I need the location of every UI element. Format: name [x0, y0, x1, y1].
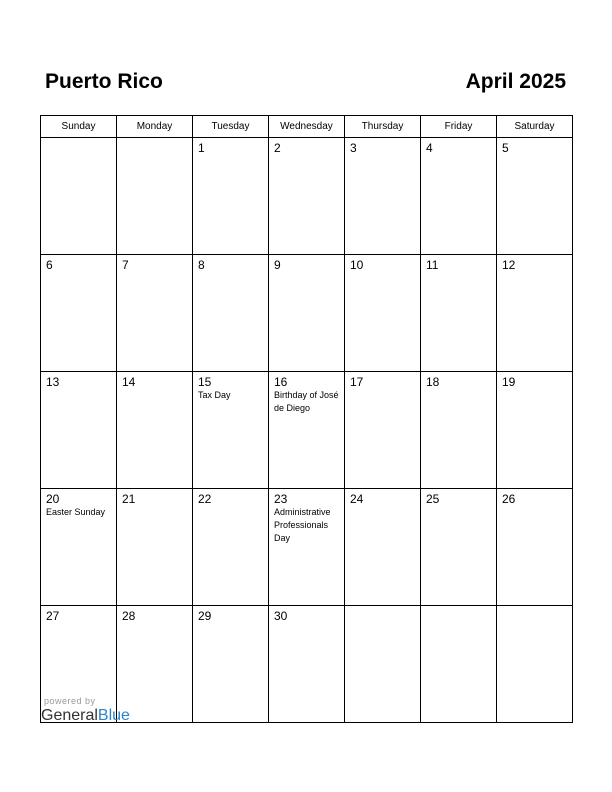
day-cell: [269, 606, 345, 723]
day-cell: [345, 255, 421, 372]
weekday-header: Thursday: [345, 116, 421, 138]
day-cell: [269, 372, 345, 489]
day-cell: [41, 372, 117, 489]
day-number: 12: [502, 258, 516, 272]
day-number: 1: [198, 141, 205, 155]
day-number: 19: [502, 375, 516, 389]
day-number: 15: [198, 375, 212, 389]
day-number: 25: [426, 492, 440, 506]
day-number: 24: [350, 492, 364, 506]
day-cell: [345, 138, 421, 255]
brand-logo-part2: Blue: [97, 707, 130, 724]
day-cell: [421, 255, 497, 372]
day-cell: [497, 372, 573, 489]
week-row: [41, 255, 573, 372]
brand-logo[interactable]: [41, 707, 130, 725]
day-cell: [193, 489, 269, 606]
day-number: 18: [426, 375, 440, 389]
day-number: 14: [122, 375, 136, 389]
day-number: 10: [350, 258, 364, 272]
day-cell: [117, 138, 193, 255]
day-number: 21: [122, 492, 136, 506]
weekday-header-row: [41, 116, 573, 138]
day-number: 26: [502, 492, 516, 506]
day-cell: [345, 606, 421, 723]
weekday-header: Wednesday: [269, 116, 345, 138]
day-cell: [41, 255, 117, 372]
day-cell: [421, 138, 497, 255]
footer-branding: [41, 696, 130, 725]
holiday-label: Tax Day: [198, 390, 231, 400]
day-cell: [269, 255, 345, 372]
day-number: 8: [198, 258, 205, 272]
day-cell: [497, 489, 573, 606]
holiday-label: Birthday of José de Diego: [274, 390, 339, 413]
day-cell: [421, 606, 497, 723]
day-cell: [269, 138, 345, 255]
weekday-header: Saturday: [497, 116, 573, 138]
day-number: 2: [274, 141, 281, 155]
day-cell: [193, 255, 269, 372]
day-number: 13: [46, 375, 60, 389]
day-number: 29: [198, 609, 212, 623]
calendar-month-year: April 2025: [465, 70, 566, 93]
brand-logo-part1: General: [41, 707, 98, 724]
calendar-grid: [40, 115, 573, 723]
day-number: 30: [274, 609, 288, 623]
day-number: 3: [350, 141, 357, 155]
calendar-title: Puerto Rico: [45, 70, 163, 93]
day-cell: [41, 138, 117, 255]
day-number: 20: [46, 492, 60, 506]
day-number: 4: [426, 141, 433, 155]
week-row: [41, 138, 573, 255]
day-number: 9: [274, 258, 281, 272]
day-cell: [269, 489, 345, 606]
day-cell: [193, 606, 269, 723]
day-number: 22: [198, 492, 212, 506]
day-cell: [497, 138, 573, 255]
day-cell: [117, 255, 193, 372]
powered-by-text: powered by: [44, 696, 96, 706]
day-cell: [193, 372, 269, 489]
day-cell: [345, 489, 421, 606]
weekday-header: Sunday: [41, 116, 117, 138]
day-number: 28: [122, 609, 136, 623]
day-cell: [421, 489, 497, 606]
week-row: [41, 489, 573, 606]
day-cell: [345, 372, 421, 489]
weekday-header: Friday: [421, 116, 497, 138]
day-number: 5: [502, 141, 509, 155]
day-cell: [41, 489, 117, 606]
day-number: 6: [46, 258, 53, 272]
holiday-label: Administrative Professionals Day: [274, 507, 331, 543]
day-number: 23: [274, 492, 288, 506]
day-number: 7: [122, 258, 129, 272]
day-cell: [117, 489, 193, 606]
day-cell: [497, 255, 573, 372]
day-number: 17: [350, 375, 364, 389]
day-number: 16: [274, 375, 288, 389]
day-number: 11: [426, 258, 439, 272]
day-cell: [117, 372, 193, 489]
week-row: [41, 372, 573, 489]
weekday-header: Tuesday: [193, 116, 269, 138]
day-number: 27: [46, 609, 60, 623]
holiday-label: Easter Sunday: [46, 507, 106, 517]
day-cell: [193, 138, 269, 255]
day-cell: [421, 372, 497, 489]
weekday-header: Monday: [117, 116, 193, 138]
day-cell: [497, 606, 573, 723]
